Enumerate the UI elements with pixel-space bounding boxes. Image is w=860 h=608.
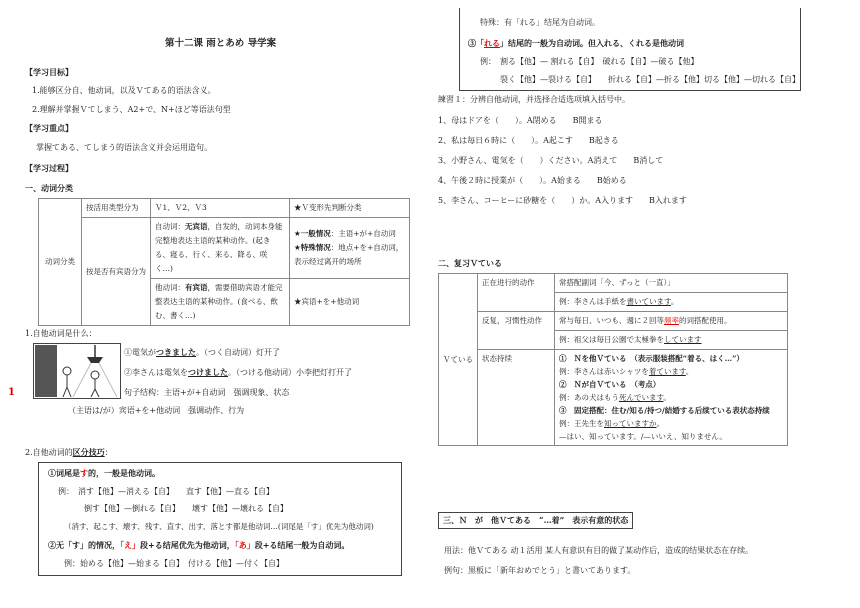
process-heading: 【学习过程】 [25,163,73,173]
table-cell: 常与毎日、いつも、週に２回等频率的词搭配使用。 [555,312,788,331]
tip-2-example: 例：始める【他】—始まる【自】 付ける【他】—付く【自】 [64,559,284,568]
v-teiru-table [438,273,788,446]
table-cell: ★Ｖ变形先判断分类 [290,199,410,218]
table-cell: ★一般情况：主语+が+自动词 ★特殊情况：地点+を+自动词，表示经过离开的场所 [290,218,410,279]
table-cell: 例：李さんは手紙を書いています。 [555,293,788,312]
tip-3-example-2: 裂く【他】—裂ける【自】 折れる【自】—折る【他】切る【他】—切れる【自】 [500,75,800,84]
tip-1-example-2: 倒す【他】—倒れる【自】 壊す【他】—壊れる【自】 [84,504,288,513]
tip-3-example: 例： 割る【他】— 割れる【自】 破れる【自】—破る【他】 [480,57,699,66]
goal-1: 1.能够区分自、他动词，以及Ｖてある的语法含义。 [32,86,216,95]
table-rowhead: Ｖている [439,274,478,446]
goals-heading: 【学习目标】 [25,67,73,77]
page-title: 第十二课 雨とあめ 导学案 [165,38,277,49]
usage-text: 用法：他Ｖてある 动１活用 某人有意识有目的做了某动作后，造成的结果状态在存续。 [444,546,754,555]
tip-3: ③「れる」结尾的一般为自动词。但入れる、くれる是他动词 [468,38,684,48]
section-2-heading: 二、复习Ｖている [438,258,502,268]
exercise-heading: 練習１：分辨自他动词，并选择合适选项填入括号中。 [438,95,630,104]
structure-2: （主语は/が）宾语+を+他动词 强调动作、行为 [68,406,245,415]
exercise-item: 1、母はドアを（ ）。A閉める B開まる [438,116,603,125]
goal-2: 2.理解并掌握Ｖてしまう、A2+で、N+ほど等语法句型 [32,105,231,114]
table-cell: 反复，习惯性动作 [478,312,555,350]
special-note: 特殊：有「れる」结尾为自动词。 [480,18,600,27]
tip-1-note: （消す、起こす、壊す、残す、直す、出す、落とす都是他动词…(词尾是「す」优先为他动词) [64,522,374,531]
section-1-heading: 一、动词分类 [25,183,73,193]
table-cell: Ｖ1、Ｖ2、Ｖ3 [151,199,290,218]
example-2: ②李さんは電気をつけました。（つける他动词）小李把灯打开了 [124,367,352,377]
table-cell: 常搭配副词「今、ずっと（一直）」 [555,274,788,293]
exercise-item: 2、私は毎日６時に（ ）。A起こす B起きる [438,136,619,145]
key-heading: 【学习重点】 [25,123,73,133]
tip-1: ①词尾是す的，一般是他动词。 [48,468,160,478]
tip-2: ②无「す」的情况，「え」段+る结尾优先为他动词，「あ」段+る结尾一般为自动词。 [48,540,350,550]
usage-example: 例句：黒板に「新年おめでとう」と書いてあります。 [444,566,636,575]
question-1: 1.自他动词是什么： [25,329,97,338]
light-illustration [33,343,121,399]
table-cell: ★宾语+を+他动词 [290,279,410,326]
table-cell: 自动词：无宾语，自发的，动词本身能完整地表达主语的某种动作。(起きる、寝る、行く、来る、降る、咲く…) [151,218,290,279]
exercise-item: 3、小野さん、電気を（ ）ください。A消えて B消して [438,156,664,165]
example-1: ①電気がつきました。（つく自动词）灯开了 [124,347,280,357]
table-cell: 按活用类型分为 [82,199,151,218]
table-cell: 例：祖父は毎日公園で太極拳をしています [555,331,788,350]
table-cell: ① Ｎを他Ｖている （表示服装搭配“着る、はく…”） 例：李さんは赤いシャツを着ています。 ② Ｎが自Ｖている （考点） 例：あの犬はもう死んでいます。 ③ 固定搭配：住む/知る/持つ/結婚する后续ている表状态持续 例：王先生を知っていますか。 —はい、知っています。/—いいえ、知りません。 [555,350,788,446]
question-2: 2.自他动词的区分技巧： [25,447,113,457]
section-3-heading: 三、Ｎ が 他Ｖてある “…着” 表示有意的状态 [438,512,633,529]
table-cell: 状态持续 [478,350,555,446]
exercise-item: 4、午後２時に授業が（ ）。A始まる B始める [438,176,627,185]
table-cell: 按是否有宾语分为 [82,218,151,326]
table-cell: 他动词：有宾语，需要借助宾语才能完整表达主语的某种动作。(食べる、飲む、書く…) [151,279,290,326]
table-cell: 正在进行的动作 [478,274,555,312]
verb-classification-table [38,198,410,326]
key-1: 掌握てある、てしまう的语法含义并会运用造句。 [36,143,212,152]
exercise-item: 5、李さん、コーヒーに砂糖を（ ）か。A入ります B入れます [438,196,687,205]
structure-1: 句子结构：主语+が+自动词 强调现象、状态 [124,388,290,397]
page-marker: 1 [8,387,15,398]
table-rowhead: 动词分类 [39,199,82,326]
tip-1-example: 例： 消す【他】—消える【自】 直す【他】—直る【自】 [58,487,274,496]
